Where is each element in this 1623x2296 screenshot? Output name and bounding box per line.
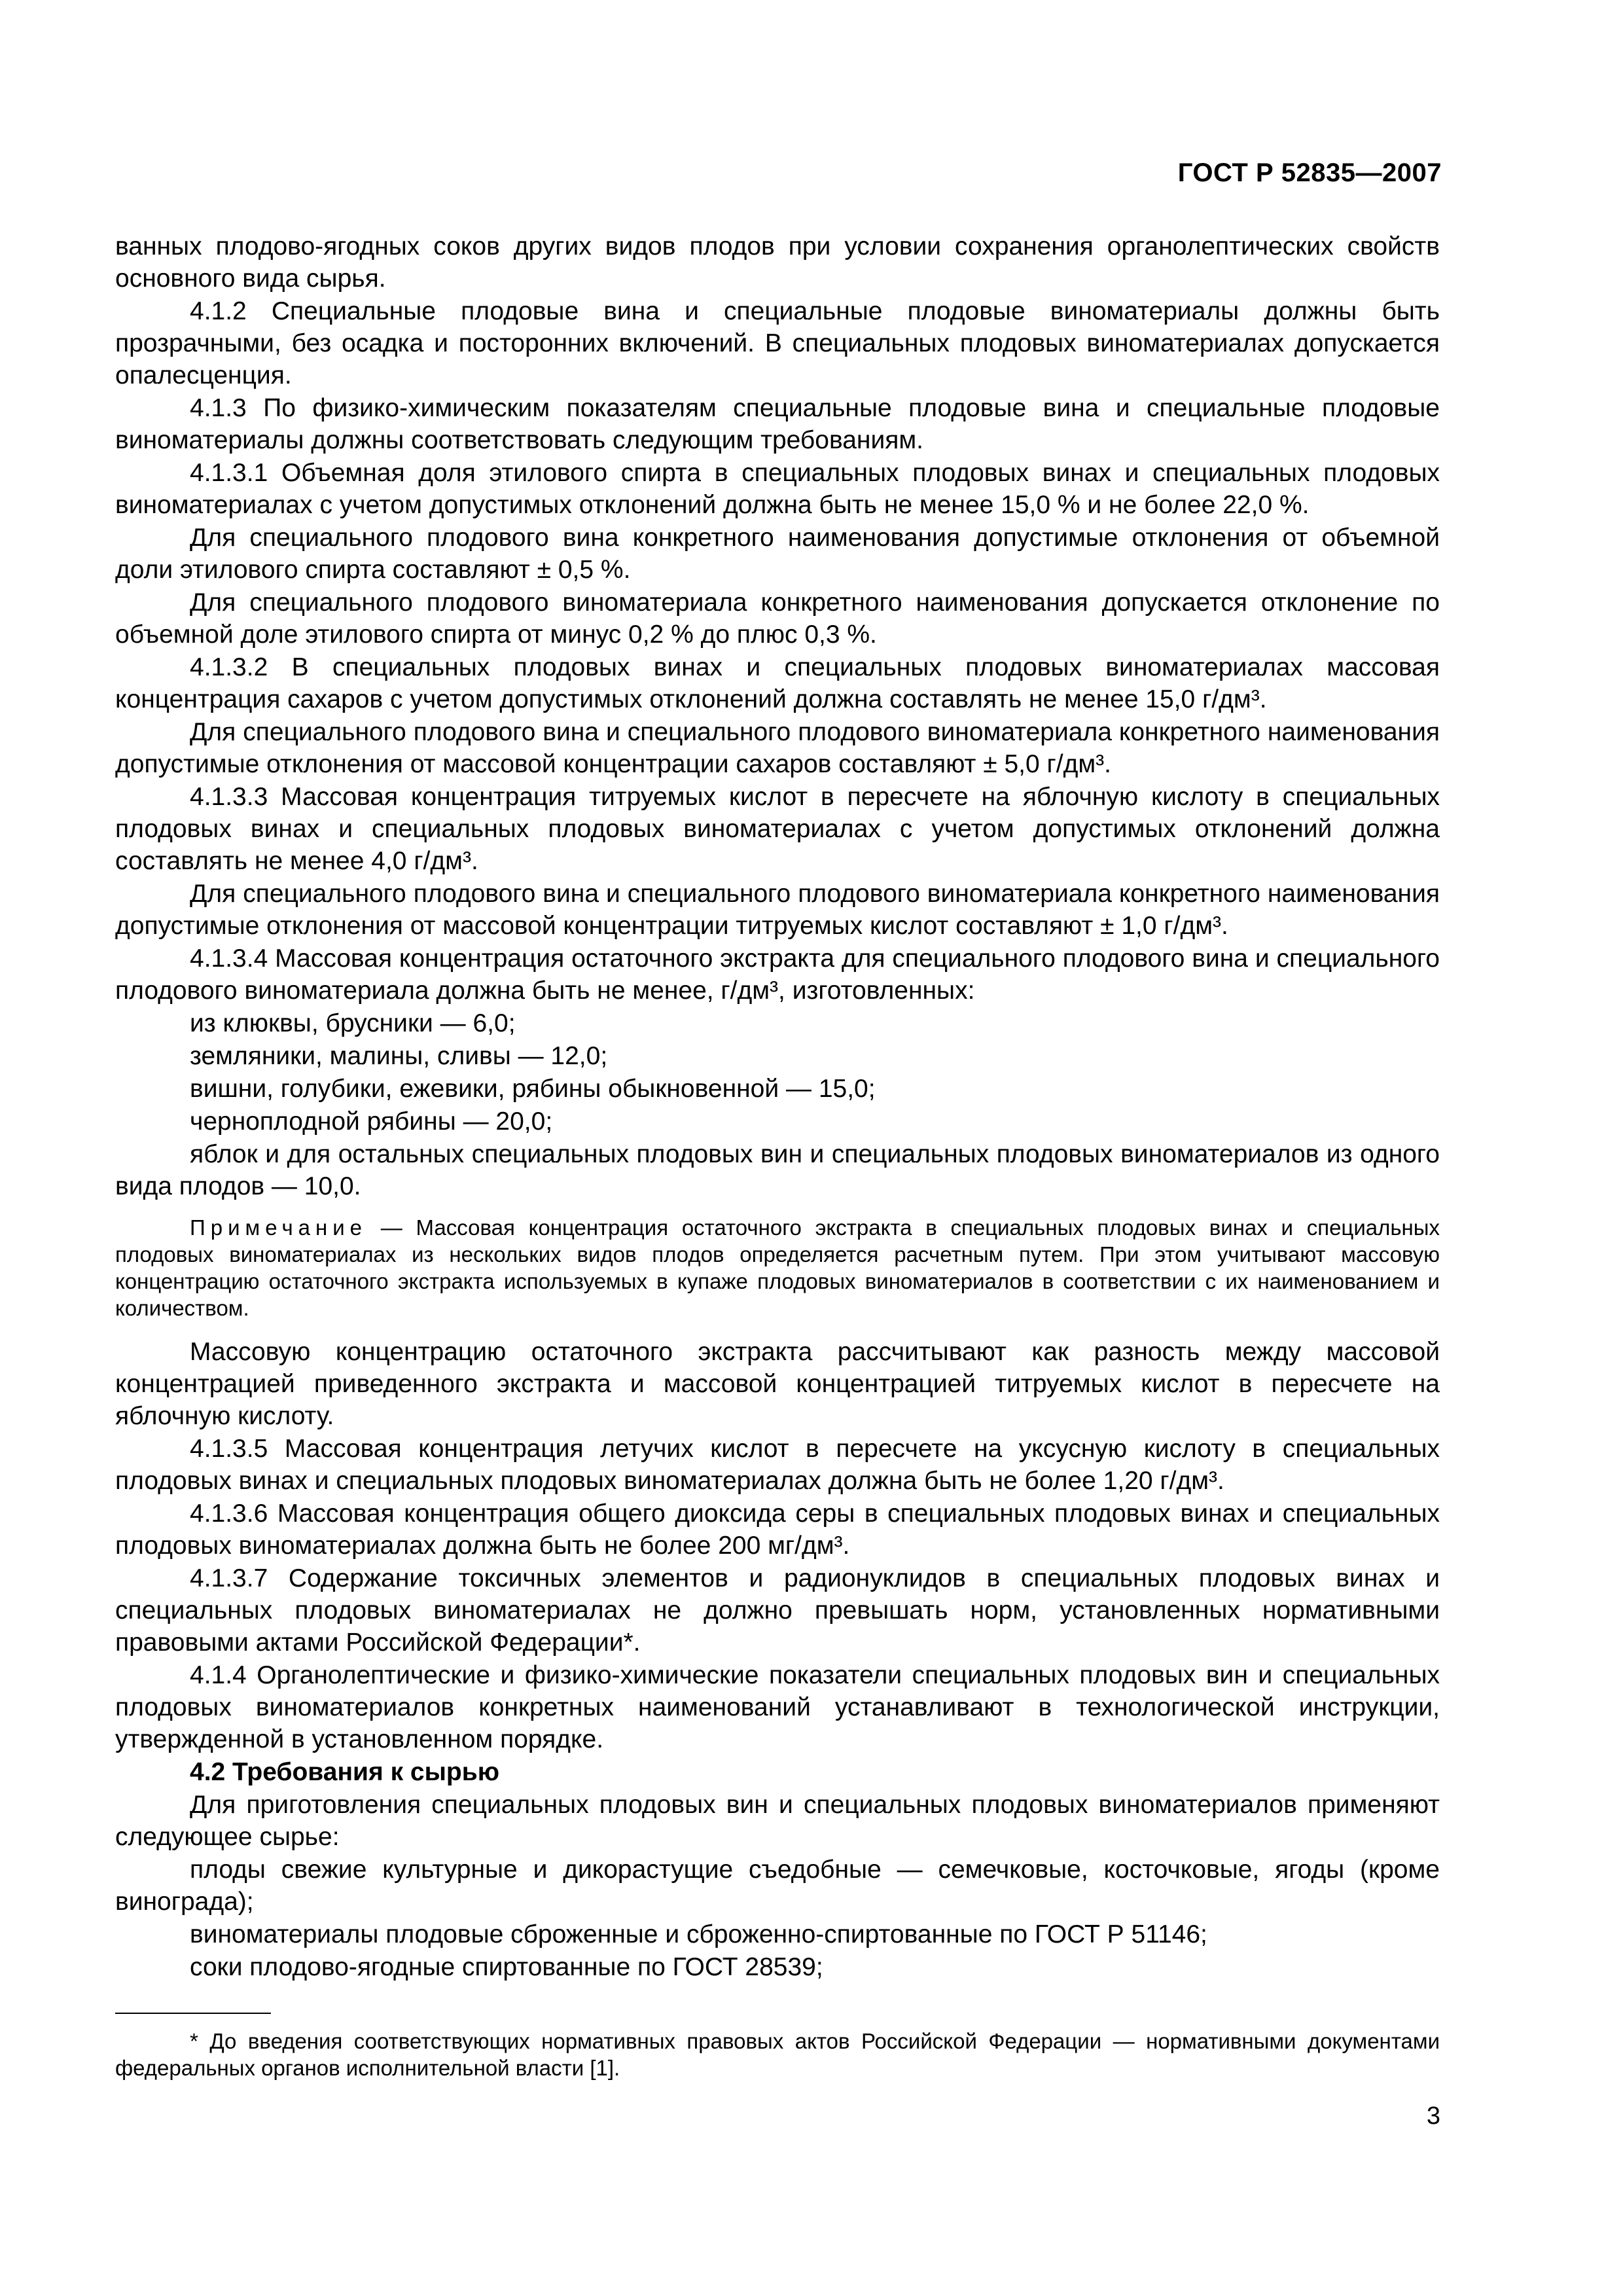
list-item: из клюквы, брусники — 6,0; xyxy=(190,1009,516,1037)
note-text: — Массовая концентрация остаточного экстракта в специальных плодовых винах и специальных плодовых виноматериалах из нескольких видов плодов определяется расчетным путем. При этом учитывают массовую концентрацию остаточного экстракта используемых в купаже плодовых виноматериалов в соответствии с их наименованием и количеством. xyxy=(115,1215,1440,1320)
list-item: яблок и для остальных специальных плодовых вин и специальных плодовых виноматериалов из одного вида плодов — 10,0. xyxy=(115,1140,1440,1200)
paragraph: Для специального плодового вина и специального плодового виноматериала конкретного наименования допустимые отклонения от массовой концентрации сахаров составляют ± 5,0 г/дм³. xyxy=(115,718,1440,778)
document-body xyxy=(115,230,1440,1984)
paragraph: Для приготовления специальных плодовых вин и специальных плодовых виноматериалов применяют следующее сырье: xyxy=(115,1791,1440,1851)
paragraph: 4.1.3.1 Объемная доля этилового спирта в специальных плодовых винах и специальных плодовых виноматериалах с учетом допустимых отклонений должна быть не менее 15,0 % и не более 22,0 %. xyxy=(115,459,1440,519)
paragraph: 4.1.3.6 Массовая концентрация общего диоксида серы в специальных плодовых винах и специальных плодовых виноматериалах должна быть не более 200 мг/дм³. xyxy=(115,1499,1440,1560)
paragraph: 4.1.2 Специальные плодовые вина и специальные плодовые виноматериалы должны быть прозрачными, без осадка и посторонних включений. В специальных плодовых виноматериалах допускается опалесценция. xyxy=(115,297,1440,389)
footnote-divider xyxy=(115,2013,271,2014)
paragraph: Для специального плодового вина конкретного наименования допустимые отклонения от объемной доли этилового спирта составляют ± 0,5 %. xyxy=(115,524,1440,584)
paragraph: 4.1.3.3 Массовая концентрация титруемых кислот в пересчете на яблочную кислоту в специальных плодовых винах и специальных плодовых виноматериалах с учетом допустимых отклонений должна составлять не менее 4,0 г/дм³. xyxy=(115,783,1440,875)
paragraph: 4.1.3.7 Содержание токсичных элементов и радионуклидов в специальных плодовых винах и специальных плодовых виноматериалах не должно превышать норм, установленных нормативными правовыми актами Российской Федерации*. xyxy=(115,1564,1440,1657)
list-item: виноматериалы плодовые сброженные и сброженно-спиртованные по ГОСТ Р 51146; xyxy=(190,1920,1207,1948)
paragraph: Для специального плодового виноматериала конкретного наименования допускается отклонение по объемной доле этилового спирта от минус 0,2 % до плюс 0,3 %. xyxy=(115,588,1440,649)
paragraph: 4.1.3.2 В специальных плодовых винах и специальных плодовых виноматериалах массовая концентрация сахаров с учетом допустимых отклонений должна составлять не менее 15,0 г/дм³. xyxy=(115,653,1440,713)
paragraph: ванных плодово-ягодных соков других видов плодов при условии сохранения органолептических свойств основного вида сырья. xyxy=(115,232,1440,293)
page-number: 3 xyxy=(1426,2102,1440,2130)
paragraph: 4.1.3.5 Массовая концентрация летучих кислот в пересчете на уксусную кислоту в специальных плодовых винах и специальных плодовых виноматериалах должна быть не более 1,20 г/дм³. xyxy=(115,1435,1440,1495)
paragraph: 4.1.3 По физико-химическим показателям специальные плодовые вина и специальные плодовые виноматериалы должны соответствовать следующим требованиям. xyxy=(115,394,1440,454)
note-label: Примечание xyxy=(190,1215,368,1240)
paragraph: Для специального плодового вина и специального плодового виноматериала конкретного наименования допустимые отклонения от массовой концентрации титруемых кислот составляют ± 1,0 г/дм³. xyxy=(115,880,1440,940)
paragraph: 4.1.4 Органолептические и физико-химические показатели специальных плодовых вин и специальных плодовых виноматериалов конкретных наименований устанавливают в технологической инструкции, утвержденной в установленном порядке. xyxy=(115,1661,1440,1753)
paragraph: Массовую концентрацию остаточного экстракта рассчитывают как разность между массовой концентрацией приведенного экстракта и массовой концентрацией титруемых кислот в пересчете на яблочную кислоту. xyxy=(115,1338,1440,1430)
section-heading: 4.2 Требования к сырью xyxy=(190,1758,500,1786)
list-item: соки плодово-ягодные спиртованные по ГОСТ 28539; xyxy=(190,1953,823,1981)
document-code-header: ГОСТ Р 52835—2007 xyxy=(1177,158,1442,187)
list-item: черноплодной рябины — 20,0; xyxy=(190,1107,553,1136)
list-item: земляники, малины, сливы — 12,0; xyxy=(190,1042,608,1070)
paragraph: 4.1.3.4 Массовая концентрация остаточного экстракта для специального плодового вина и специального плодового виноматериала должна быть не менее, г/дм³, изготовленных: xyxy=(115,944,1440,1005)
footnote: * До введения соответствующих нормативных правовых актов Российской Федерации — нормативными документами федеральных органов исполнительной власти [1]. xyxy=(115,2029,1440,2080)
list-item: вишни, голубики, ежевики, рябины обыкновенной — 15,0; xyxy=(190,1075,876,1103)
list-item: плоды свежие культурные и дикорастущие съедобные — семечковые, косточковые, ягоды (кроме винограда); xyxy=(115,1856,1440,1916)
note xyxy=(115,1214,1440,1321)
